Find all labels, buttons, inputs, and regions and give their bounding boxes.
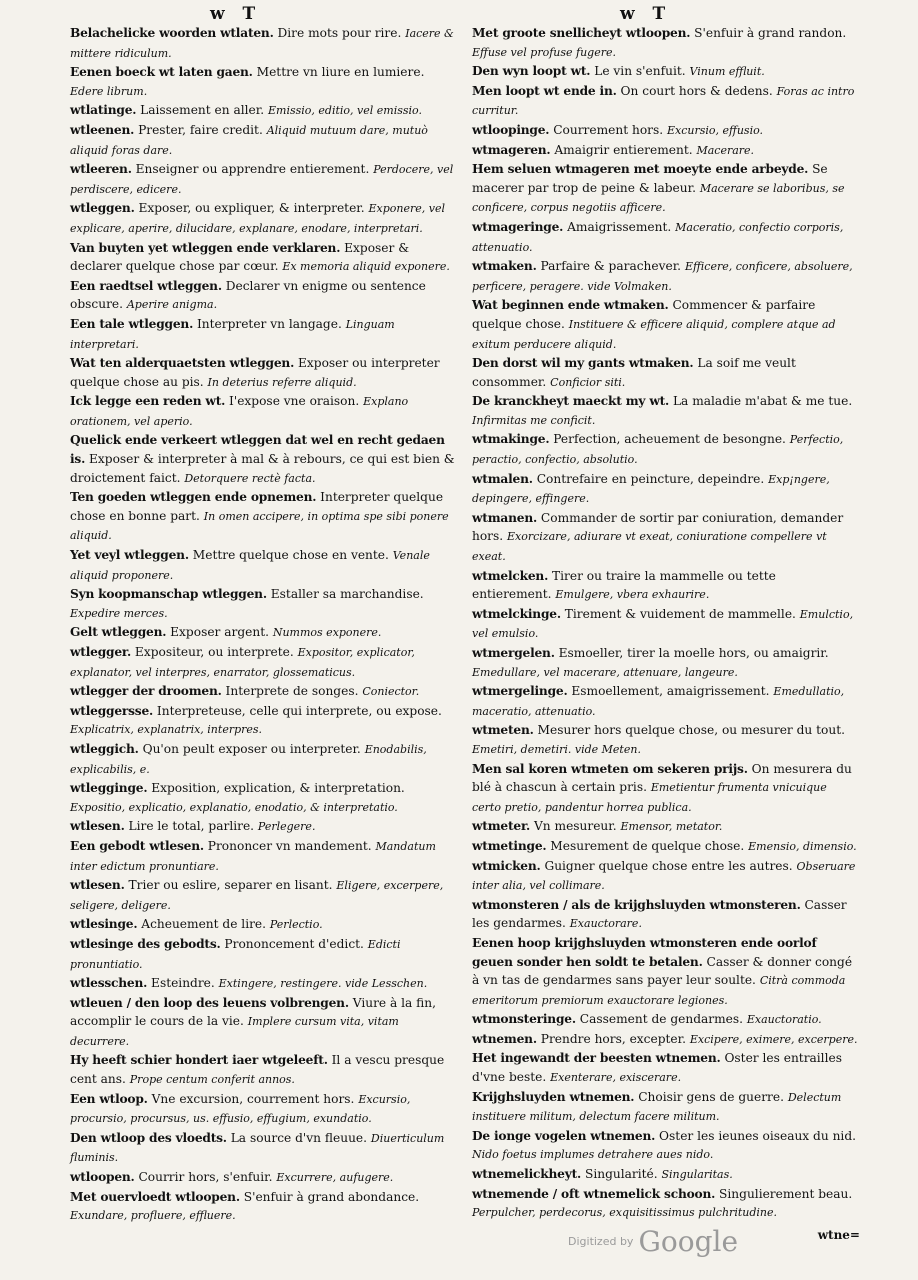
headword: wtlegger der droomen. <box>70 684 222 699</box>
latin-gloss: Explano orationem, vel aperio. <box>70 395 409 428</box>
french-gloss: Viure à la fin, accomplir le cours de la vie. <box>70 995 437 1029</box>
latin-gloss: Singularitas. <box>661 1168 733 1182</box>
latin-gloss: Exorcizare, adiurare vt exeat, coniuratione compellere vt exeat. <box>472 530 827 564</box>
headword: Ick legge een reden wt. <box>70 394 226 409</box>
french-gloss: Exposer, ou expliquer, & interpreter. <box>138 201 365 216</box>
latin-gloss: Emedullare, vel macerare, attenuare, langeure. <box>472 665 738 679</box>
dictionary-entry <box>70 837 458 876</box>
headword: wtmaken. <box>472 259 537 274</box>
headword: wtnemen. <box>472 1031 537 1046</box>
french-gloss: On court hors & dedens. <box>620 83 773 98</box>
latin-gloss: Infirmitas me conficit. <box>472 413 596 427</box>
dictionary-entry <box>70 239 458 277</box>
french-gloss: S'enfuir à grand abondance. <box>243 1189 420 1204</box>
dictionary-entry <box>472 837 859 857</box>
latin-gloss: In deterius referre aliquid. <box>207 375 357 389</box>
latin-gloss: Edicti pronuntiatio. <box>70 937 401 971</box>
latin-gloss: Emedullatio, maceratio, attenuatio. <box>472 685 845 718</box>
french-gloss: Tirement & vuidement de mammelle. <box>564 606 796 621</box>
headword: wtlesinge des gebodts. <box>70 936 221 951</box>
headword: Gelt wtleggen. <box>70 625 167 640</box>
dictionary-entry <box>472 218 859 257</box>
dictionary-entry <box>472 1088 859 1127</box>
dictionary-entry <box>70 1090 458 1129</box>
dictionary-entry <box>70 488 458 546</box>
dictionary-entry <box>70 817 458 837</box>
dictionary-entry <box>472 567 859 605</box>
headword: Hy heeft schier hondert iaer wtgeleeft. <box>70 1053 328 1068</box>
latin-gloss: Effuse vel profuse fugere. <box>472 45 616 59</box>
headword: wtmageringe. <box>472 219 564 234</box>
french-gloss: Exposer & declarer quelque chose par cœur. <box>70 240 410 274</box>
headword: wtloopen. <box>70 1170 135 1185</box>
latin-gloss: Citrà commoda emeritorum premiorum exauctorare legiones. <box>472 974 846 1007</box>
french-gloss: Enseigner ou apprendre entierement. <box>135 162 370 177</box>
french-gloss: On mesurera du blé à chascun à certain pris. <box>472 761 852 795</box>
headword: Een gebodt wtlesen. <box>70 838 204 853</box>
french-gloss: Contrefaire en peincture, depeindre. <box>536 471 765 486</box>
french-gloss: Prononcer vn mandement. <box>207 838 372 853</box>
french-gloss: Amaigrir entierement. <box>554 142 693 157</box>
headword: Een wtloop. <box>70 1091 148 1106</box>
dictionary-entry <box>70 1188 458 1226</box>
latin-gloss: Excurrere, aufugere. <box>276 1171 394 1185</box>
headword: De kranckheyt maeckt my wt. <box>472 394 670 409</box>
latin-gloss: Macerare se laboribus, se conficere, corpus negotiis afficere. <box>472 181 845 215</box>
french-gloss: Singulierement beau. <box>719 1186 853 1201</box>
headword: Eenen boeck wt laten gaen. <box>70 65 253 80</box>
headword: wtleeren. <box>70 162 132 177</box>
latin-gloss: Perdocere, vel perdiscere, edicere. <box>70 163 454 196</box>
french-gloss: Trier ou eslire, separer en lisant. <box>128 878 333 893</box>
dictionary-entry <box>472 392 859 430</box>
latin-gloss: Iacere & mittere ridiculum. <box>70 27 454 60</box>
headword: wtmergelen. <box>472 646 555 660</box>
headword: wtlatinge. <box>70 103 137 118</box>
dictionary-entry <box>70 160 458 199</box>
french-gloss: Interpreteuse, celle qui interprete, ou expose. <box>156 703 442 718</box>
latin-gloss: Prope centum conferit annos. <box>129 1073 295 1087</box>
french-gloss: Oster les entrailles d'vne beste. <box>472 1051 842 1085</box>
headword: Van buyten yet wtleggen ende verklaren. <box>70 240 341 255</box>
headword: Wat ten alderquaetsten wtleggen. <box>70 356 295 371</box>
right-column <box>472 24 859 1223</box>
dictionary-entry <box>70 935 458 974</box>
french-gloss: Prendre hors, excepter. <box>540 1031 686 1046</box>
latin-gloss: Conficior siti. <box>550 375 626 389</box>
french-gloss: Amaigrissement. <box>567 219 672 234</box>
latin-gloss: Detorquere rectè facta. <box>184 471 316 485</box>
french-gloss: Guigner quelque chose entre les autres. <box>544 858 793 873</box>
dictionary-entry <box>70 63 458 101</box>
dictionary-entry <box>472 82 859 121</box>
dictionary-entry <box>472 817 859 837</box>
google-logo: Google <box>638 1225 739 1258</box>
dictionary-entry <box>70 623 458 643</box>
headword: wtmeter. <box>472 819 531 834</box>
french-gloss: Courrement hors. <box>553 122 664 137</box>
headword: Hem seluen wtmageren met moeyte ende arbeyde. <box>472 162 809 177</box>
headword: wtleenen. <box>70 122 135 137</box>
french-gloss: La soif me veult consommer. <box>472 356 796 389</box>
latin-gloss: Emensio, dimensio. <box>748 839 857 853</box>
french-gloss: Mesurer hors quelque chose, ou mesurer du tout. <box>537 723 846 738</box>
french-gloss: Commencer & parfaire quelque chose. <box>472 298 816 331</box>
latin-gloss: Linguam interpretari. <box>70 317 395 351</box>
headword: Ten goeden wtleggen ende opnemen. <box>70 490 317 505</box>
dictionary-entry <box>70 643 458 682</box>
dictionary-entry <box>472 896 859 934</box>
dictionary-entry <box>472 934 859 1010</box>
french-gloss: Dire mots pour rire. <box>277 26 402 40</box>
dictionary-entry <box>70 431 458 488</box>
headword: Eenen hoop krijghsluyden wtmonsteren ende oorlof geuen sonder hen soldt te betalen. <box>472 935 817 969</box>
latin-gloss: Coniector. <box>362 685 420 699</box>
french-gloss: Singularité. <box>584 1167 658 1182</box>
headword: Met ouervloedt wtloopen. <box>70 1189 240 1204</box>
french-gloss: Interpreter quelque chose en bonne part. <box>70 490 444 523</box>
dictionary-entry <box>70 1168 458 1188</box>
french-gloss: Prester, faire credit. <box>138 122 263 137</box>
dictionary-entry <box>472 1010 859 1030</box>
latin-gloss: Emensor, metator. <box>620 820 723 834</box>
french-gloss: Exposer argent. <box>170 625 269 640</box>
headword: wtmergelinge. <box>472 684 568 699</box>
latin-gloss: Perlectio. <box>269 918 323 932</box>
french-gloss: Lire le total, parlire. <box>128 819 255 834</box>
headword: Een raedtsel wtleggen. <box>70 278 222 293</box>
headword: wtleggen. <box>70 201 135 216</box>
latin-gloss: In omen accipere, in optima spe sibi ponere aliquid. <box>70 509 449 543</box>
dictionary-entry <box>472 62 859 82</box>
watermark-prefix: Digitized by <box>568 1235 634 1248</box>
dictionary-entry <box>472 354 859 392</box>
headword: wtleuen / den loop des leuens volbrengen. <box>70 995 349 1010</box>
headword: wtnemelickheyt. <box>472 1167 582 1182</box>
headword: Yet veyl wtleggen. <box>70 548 189 563</box>
french-gloss: Choisir gens de guerre. <box>638 1089 784 1104</box>
headword: Men loopt wt ende in. <box>472 83 617 98</box>
latin-gloss: Expedire merces. <box>70 606 168 620</box>
headword: wtmicken. <box>472 858 541 873</box>
dictionary-entry <box>70 779 458 817</box>
french-gloss: Perfection, acheuement de besongne. <box>553 432 786 447</box>
dictionary-entry <box>70 740 458 779</box>
latin-gloss: Perpulcher, perdecorus, exquisitissimus pulchritudine. <box>472 1206 777 1220</box>
latin-gloss: Ex memoria aliquid exponere. <box>282 260 450 274</box>
latin-gloss: Explicatrix, explanatrix, interpres. <box>70 723 263 737</box>
dictionary-entry <box>472 1049 859 1087</box>
latin-gloss: Excipere, eximere, excerpere. <box>689 1032 858 1046</box>
headword: wtmakinge. <box>472 432 550 447</box>
french-gloss: Vne excursion, courrement hors. <box>151 1091 355 1106</box>
headword: wtleggersse. <box>70 703 154 718</box>
french-gloss: Tirer ou traire la mammelle ou tette entierement. <box>472 568 776 602</box>
latin-gloss: Enodabilis, explicabilis, e. <box>70 742 427 776</box>
catchword: wtne= <box>817 1228 860 1242</box>
french-gloss: Parfaire & parachever. <box>540 259 682 274</box>
dictionary-entry <box>472 160 859 218</box>
latin-gloss: Aperire anigma. <box>126 298 218 312</box>
digitized-watermark <box>568 1225 738 1258</box>
headword: Quelick ende verkeert wtleggen dat wel en recht gedaen is. <box>70 433 445 467</box>
french-gloss: Vn mesureur. <box>533 819 617 834</box>
french-gloss: Expositeur, ou interprete. <box>134 645 294 659</box>
headword: wtmetinge. <box>472 838 547 853</box>
dictionary-entry <box>472 857 859 896</box>
latin-gloss: Exauctorare. <box>569 917 642 931</box>
headword: Belachelicke woorden wtlaten. <box>70 26 274 40</box>
latin-gloss: Expositor, explicator, explanator, vel interpres, enarrator, glossematicus. <box>70 646 415 679</box>
headword: Een tale wtleggen. <box>70 316 194 331</box>
dictionary-entry <box>70 1129 458 1168</box>
running-head-right: w T <box>620 4 672 24</box>
dictionary-entry <box>472 430 859 469</box>
headword: wtmageren. <box>472 142 551 157</box>
headword: Het ingewandt der beesten wtnemen. <box>472 1051 721 1066</box>
dictionary-entry <box>70 876 458 915</box>
french-gloss: Oster les ieunes oiseaux du nid. <box>659 1128 857 1143</box>
latin-gloss: Delectum instituere militum, delectum facere militum. <box>472 1090 842 1124</box>
french-gloss: Esteindre. <box>151 976 215 991</box>
dictionary-entry <box>472 257 859 296</box>
french-gloss: Se macerer par trop de peine & labeur. <box>472 162 828 195</box>
headword: wtmanen. <box>472 510 538 525</box>
latin-gloss: Efficere, conficere, absoluere, perficere, peragere. vide Volmaken. <box>472 260 853 293</box>
french-gloss: Acheuement de lire. <box>141 917 267 932</box>
headword: wtmonsteringe. <box>472 1012 576 1027</box>
dictionary-entry <box>472 509 859 567</box>
headword: wtlegger. <box>70 645 132 659</box>
latin-gloss: Implere cursum vita, vitam decurrere. <box>70 1015 399 1048</box>
latin-gloss: Diuerticulum fluminis. <box>70 1131 445 1165</box>
french-gloss: Mettre quelque chose en vente. <box>192 548 389 563</box>
french-gloss: Casser & donner congé à vn tas de gendarmes sans payer leur soulte. <box>472 954 853 988</box>
french-gloss: Exposer ou interpreter quelque chose au pis. <box>70 356 440 389</box>
left-column <box>70 24 458 1226</box>
latin-gloss: Edere librum. <box>70 84 148 98</box>
dictionary-entry <box>472 644 859 682</box>
dictionary-entry <box>70 915 458 935</box>
latin-gloss: Expositio, explicatio, explanatio, enodatio, & interpretatio. <box>70 800 398 814</box>
dictionary-entry <box>472 1030 859 1050</box>
french-gloss: Esmoellement, amaigrissement. <box>571 684 770 699</box>
latin-gloss: Exenterare, exiscerare. <box>550 1071 682 1085</box>
latin-gloss: Emulgere, vbera exhaurire. <box>555 588 710 602</box>
dictionary-entry <box>70 546 458 585</box>
headword: wtmeten. <box>472 723 534 738</box>
dictionary-entry <box>70 392 458 431</box>
dictionary-entry <box>70 974 458 994</box>
headword: wtmelcken. <box>472 568 549 583</box>
french-gloss: Qu'on peult exposer ou interpreter. <box>142 741 361 756</box>
dictionary-entry <box>70 101 458 121</box>
dictionary-entry <box>70 199 458 238</box>
french-gloss: I'expose vne oraison. <box>229 394 360 409</box>
latin-gloss: Eligere, excerpere, seligere, deligere. <box>70 879 444 912</box>
french-gloss: S'enfuir à grand randon. <box>694 26 847 40</box>
dictionary-entry <box>70 994 458 1052</box>
headword: wtnemende / oft wtnemelick schoon. <box>472 1186 716 1201</box>
headword: Krijghsluyden wtnemen. <box>472 1089 635 1104</box>
french-gloss: La source d'vn fleuue. <box>230 1130 368 1145</box>
headword: wtmonsteren / als de krijghsluyden wtmonsteren. <box>472 897 801 912</box>
dictionary-entry <box>472 141 859 161</box>
dictionary-entry <box>70 24 458 63</box>
latin-gloss: Excursio, procursio, procursus, us. effusio, effugium, exundatio. <box>70 1092 411 1126</box>
latin-gloss: Emetientur frumenta vnicuique certo pretio, pandentur horrea publica. <box>472 781 827 814</box>
dictionary-entry <box>472 296 859 354</box>
headword: De ionge vogelen wtnemen. <box>472 1128 656 1143</box>
dictionary-entry <box>472 470 859 509</box>
latin-gloss: Emulctio, vel emulsio. <box>472 607 854 641</box>
latin-gloss: Mandatum inter edictum pronuntiare. <box>70 839 436 873</box>
latin-gloss: Extingere, restingere. vide Lesschen. <box>218 977 428 991</box>
headword: wtlesen. <box>70 819 125 834</box>
french-gloss: Prononcement d'edict. <box>224 936 364 951</box>
dictionary-entry <box>70 1051 458 1089</box>
dictionary-entry <box>472 605 859 644</box>
latin-gloss: Exauctoratio. <box>746 1013 822 1027</box>
latin-gloss: Foras ac intro curritur. <box>472 84 855 118</box>
french-gloss: Casser les gendarmes. <box>472 897 847 931</box>
dictionary-entry <box>472 1127 859 1165</box>
latin-gloss: Macerare. <box>696 143 755 157</box>
dictionary-entry <box>70 315 458 354</box>
dictionary-entry <box>70 277 458 315</box>
latin-gloss: Maceratio, confectio corporis, attenuatio. <box>472 220 844 254</box>
headword: wtloopinge. <box>472 122 550 137</box>
dictionary-entry <box>472 1185 859 1223</box>
headword: wtlesinge. <box>70 917 138 932</box>
dictionary-entry <box>70 682 458 702</box>
latin-gloss: Emetiri, demetiri. vide Meten. <box>472 742 641 756</box>
latin-gloss: Exp¡ngere, depingere, effingere. <box>472 472 830 506</box>
latin-gloss: Emissio, editio, vel emissio. <box>268 104 422 118</box>
headword: wtlesen. <box>70 878 125 893</box>
headword: Syn koopmanschap wtleggen. <box>70 587 267 602</box>
french-gloss: Mettre vn liure en lumiere. <box>256 65 425 80</box>
latin-gloss: Perfectio, peractio, confectio, absolutio. <box>472 433 844 467</box>
headword: wtlesschen. <box>70 976 148 991</box>
latin-gloss: Venale aliquid proponere. <box>70 549 430 582</box>
latin-gloss: Instituere & efficere aliquid, complere atque ad exitum perducere aliquid. <box>472 317 836 351</box>
dictionary-entry <box>70 702 458 740</box>
dictionary-entry <box>70 585 458 623</box>
french-gloss: Laissement en aller. <box>140 103 265 118</box>
latin-gloss: Exundare, profluere, effluere. <box>70 1209 236 1223</box>
french-gloss: Exposer & interpreter à mal & à rebours, ce qui est bien & droictement faict. <box>70 452 455 485</box>
headword: Den wyn loopt wt. <box>472 64 591 79</box>
french-gloss: Interpreter vn langage. <box>196 316 342 331</box>
dictionary-entry <box>472 1165 859 1185</box>
dictionary-entry <box>472 121 859 141</box>
french-gloss: Commander de sortir par coniuration, demander hors. <box>472 510 844 544</box>
french-gloss: Exposition, explication, & interpretation. <box>151 781 405 796</box>
latin-gloss: Obseruare inter alia, vel collimare. <box>472 859 856 893</box>
latin-gloss: Nummos exponere. <box>272 626 382 640</box>
dictionary-entry <box>472 721 859 759</box>
headword: wtleggich. <box>70 741 139 756</box>
headword: wtmelckinge. <box>472 606 561 621</box>
french-gloss: Courrir hors, s'enfuir. <box>138 1170 273 1185</box>
headword: Den wtloop des vloedts. <box>70 1130 227 1145</box>
dictionary-entry <box>70 121 458 160</box>
headword: Den dorst wil my gants wtmaken. <box>472 356 694 371</box>
headword: wtmalen. <box>472 471 533 486</box>
dictionary-entry <box>472 24 859 62</box>
running-head-left: w T <box>210 4 262 24</box>
french-gloss: Cassement de gendarmes. <box>579 1012 744 1027</box>
french-gloss: La maladie m'abat & me tue. <box>672 394 853 409</box>
dictionary-entry <box>472 682 859 721</box>
dictionary-entry <box>70 354 458 392</box>
headword: Wat beginnen ende wtmaken. <box>472 298 669 313</box>
french-gloss: Il a vescu presque cent ans. <box>70 1053 445 1087</box>
latin-gloss: Perlegere. <box>257 820 316 834</box>
french-gloss: Esmoeller, tirer la moelle hors, ou amaigrir. <box>558 646 829 660</box>
french-gloss: Mesurement de quelque chose. <box>550 838 745 853</box>
latin-gloss: Excursio, effusio. <box>667 123 764 137</box>
latin-gloss: Exponere, vel explicare, aperire, dilucidare, explanare, enodare, interpretari. <box>70 202 446 235</box>
french-gloss: Declarer vn enigme ou sentence obscure. <box>70 278 426 312</box>
french-gloss: Le vin s'enfuit. <box>594 64 686 79</box>
french-gloss: Estaller sa marchandise. <box>270 587 424 602</box>
latin-gloss: Aliquid mutuum dare, mutuò aliquid foras dare. <box>70 123 428 157</box>
latin-gloss: Nido foetus implumes detrahere aues nido. <box>472 1148 714 1162</box>
headword: wtlegginge. <box>70 781 148 796</box>
dictionary-entry <box>472 760 859 818</box>
headword: Men sal koren wtmeten om sekeren prijs. <box>472 761 748 776</box>
french-gloss: Interprete de songes. <box>225 684 359 699</box>
latin-gloss: Vinum effluit. <box>689 65 765 79</box>
headword: Met groote snellicheyt wtloopen. <box>472 26 691 40</box>
